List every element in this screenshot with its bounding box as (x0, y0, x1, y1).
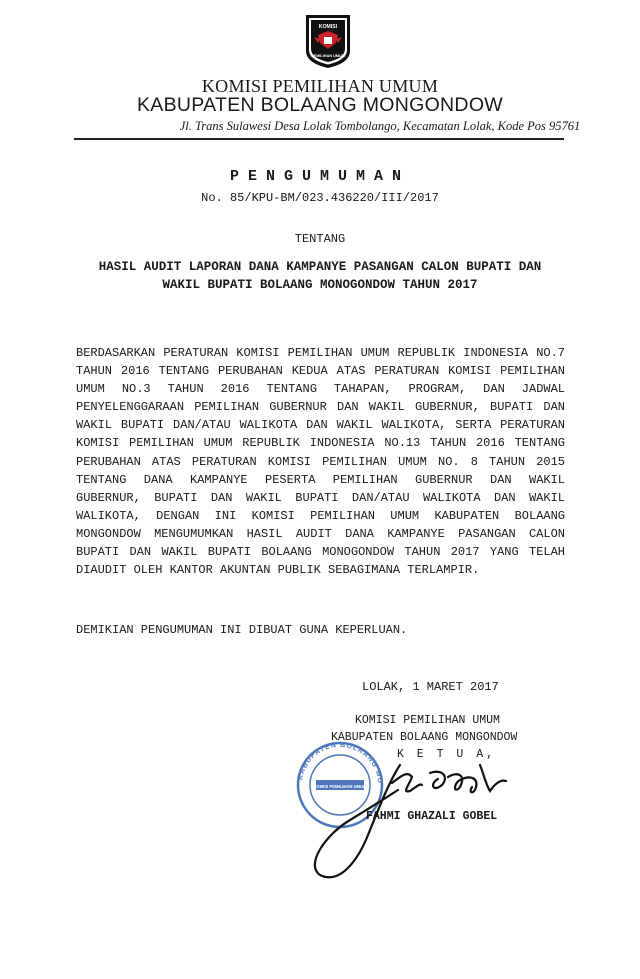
stamp-center-text: KOMISI PEMILIHAN UMUM (313, 784, 367, 789)
signature-org-line2: KABUPATEN BOLAANG MONGONDOW (331, 731, 518, 744)
closing-paragraph: DEMIKIAN PENGUMUMAN INI DIBUAT GUNA KEPERLUAN. (76, 623, 408, 637)
document-number: No. 85/KPU-BM/023.436220/III/2017 (201, 191, 439, 205)
svg-text:KABUPATEN BOLAANG MONGONDOW (280, 735, 383, 784)
header-divider (74, 138, 564, 140)
signatory-name: FAHMI GHAZALI GOBEL (366, 810, 498, 823)
place-date: LOLAK, 1 MARET 2017 (362, 680, 499, 694)
address: Jl. Trans Sulawesi Desa Lolak Tombolango, Kecamatan Lolak, Kode Pos 95761 (179, 119, 581, 133)
kpu-logo (300, 13, 356, 69)
about-label: TENTANG (294, 232, 346, 246)
org-name-line2: KABUPATEN BOLAANG MONGONDOW (136, 94, 503, 116)
body-paragraph: BERDASARKAN PERATURAN KOMISI PEMILIHAN UMUM REPUBLIK INDONESIA NO.7 TAHUN 2016 TENTANG PERUBAHAN KEDUA ATAS PERATURAN KOMISI PEMILIHAN UMUM NO.3 TAHUN 2016 TENTANG TAHAPAN, PROGRAM, DAN JADWAL PENYELENGGARAAN PEMILIHAN GUBERNUR DAN WAKIL GUBERNUR, BUPATI DAN WAKIL BUPATI DAN/ATAU WALIKOTA DAN WAKIL WALIKOTA, SERTA PERATURAN KOMISI PEMILIHAN UMUM REPUBLIK INDONESIA NO.13 TAHUN 2016 TENTANG PERUBAHAN ATAS PERATURAN KOMISI PEMILIHAN UMUM NO. 8 TAHUN 2015 TENTANG DANA KAMPANYE PESERTA PEMILIHAN GUBERNUR DAN WAKIL GUBERNUR, BUPATI DAN WAKIL BUPATI DAN/ATAU WALIKOTA DAN WAKIL WALIKOTA, DENGAN INI KOMISI PEMILIHAN UMUM KABUPATEN BOLAANG MONGONDOW MENGUMUMKAN HASIL AUDIT DANA KAMPANYE PASANGAN CALON BUPATI DAN WAKIL BUPATI BOLAANG MONOGONDOW TAHUN 2017 YANG TELAH DIAUDIT OLEH KANTOR AKUNTAN PUBLIK SEBAGIMANA TERLAMPIR. (76, 346, 565, 578)
subject-line1: HASIL AUDIT LAPORAN DANA KAMPANYE PASANGAN CALON BUPATI DAN (98, 260, 542, 274)
document-title: PENGUMUMAN (229, 168, 410, 185)
org-name-line1: KOMISI PEMILIHAN UMUM (201, 76, 439, 96)
signature-org-line1: KOMISI PEMILIHAN UMUM (355, 714, 500, 727)
logo-text-bottom: PEMILIHAN UMUM (311, 54, 345, 58)
stamp-ring-text: KABUPATEN BOLAANG MO (297, 741, 384, 785)
logo-text-top: KOMISI (318, 24, 338, 30)
subject-line2: WAKIL BUPATI BOLAANG MONOGONDOW TAHUN 2017 (162, 278, 478, 292)
signature-role: K E T U A, (397, 748, 497, 761)
document-subject (60, 258, 580, 294)
